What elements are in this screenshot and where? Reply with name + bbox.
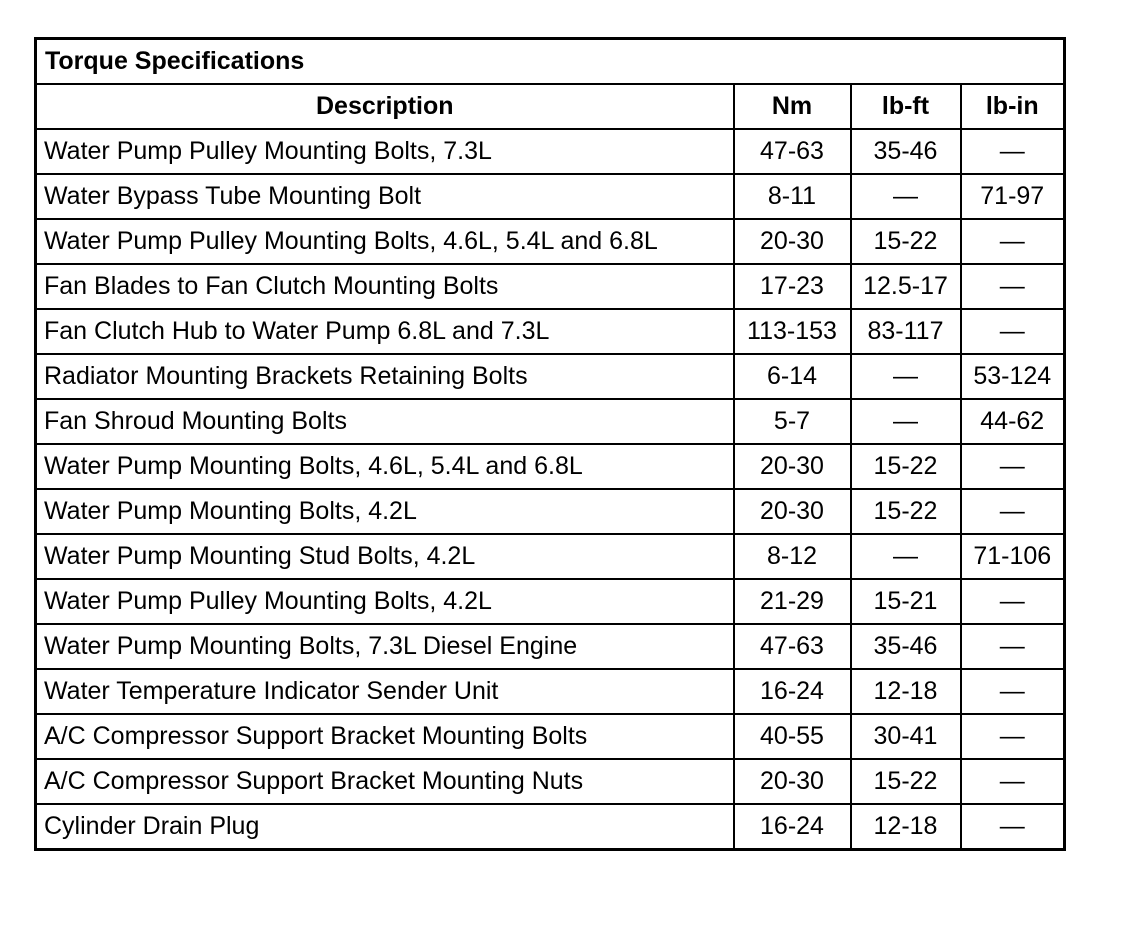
lb-in-cell: — — [961, 444, 1065, 489]
table-row — [36, 309, 1065, 354]
table-row — [36, 489, 1065, 534]
table-row — [36, 219, 1065, 264]
lb-ft-cell: — — [851, 354, 961, 399]
header-lb-ft: lb-ft — [851, 84, 961, 129]
lb-ft-cell: — — [851, 399, 961, 444]
table-row — [36, 264, 1065, 309]
lb-in-cell: 71-97 — [961, 174, 1065, 219]
lb-in-cell: 71-106 — [961, 534, 1065, 579]
lb-ft-cell: — — [851, 174, 961, 219]
nm-cell: 20-30 — [734, 219, 851, 264]
nm-cell: 47-63 — [734, 129, 851, 174]
nm-cell: 21-29 — [734, 579, 851, 624]
header-row — [36, 84, 1065, 129]
lb-ft-cell: 15-22 — [851, 444, 961, 489]
nm-cell: 20-30 — [734, 759, 851, 804]
table-row — [36, 714, 1065, 759]
nm-cell: 17-23 — [734, 264, 851, 309]
lb-ft-cell: 35-46 — [851, 129, 961, 174]
description-cell: Water Pump Mounting Stud Bolts, 4.2L — [36, 534, 734, 579]
nm-cell: 8-11 — [734, 174, 851, 219]
nm-cell: 47-63 — [734, 624, 851, 669]
nm-cell: 8-12 — [734, 534, 851, 579]
lb-ft-cell: 15-21 — [851, 579, 961, 624]
nm-cell: 6-14 — [734, 354, 851, 399]
description-cell: Water Pump Pulley Mounting Bolts, 4.6L, 5.4L and 6.8L — [36, 219, 734, 264]
nm-cell: 20-30 — [734, 444, 851, 489]
table-row — [36, 354, 1065, 399]
nm-cell: 113-153 — [734, 309, 851, 354]
lb-in-cell: — — [961, 804, 1065, 850]
lb-in-cell: — — [961, 714, 1065, 759]
lb-ft-cell: 15-22 — [851, 489, 961, 534]
description-cell: Water Pump Pulley Mounting Bolts, 7.3L — [36, 129, 734, 174]
lb-ft-cell: 15-22 — [851, 219, 961, 264]
description-cell: Cylinder Drain Plug — [36, 804, 734, 850]
lb-ft-cell: 12-18 — [851, 669, 961, 714]
table-row — [36, 399, 1065, 444]
table-title: Torque Specifications — [36, 39, 1065, 85]
lb-in-cell: — — [961, 264, 1065, 309]
lb-in-cell: 53-124 — [961, 354, 1065, 399]
description-cell: Water Pump Mounting Bolts, 7.3L Diesel Engine — [36, 624, 734, 669]
description-cell: Water Bypass Tube Mounting Bolt — [36, 174, 734, 219]
lb-in-cell: — — [961, 219, 1065, 264]
description-cell: Fan Blades to Fan Clutch Mounting Bolts — [36, 264, 734, 309]
lb-in-cell: 44-62 — [961, 399, 1065, 444]
table-row — [36, 624, 1065, 669]
table-row — [36, 129, 1065, 174]
nm-cell: 16-24 — [734, 669, 851, 714]
lb-in-cell: — — [961, 489, 1065, 534]
description-cell: Radiator Mounting Brackets Retaining Bolts — [36, 354, 734, 399]
torque-specifications-table — [34, 37, 1066, 851]
nm-cell: 40-55 — [734, 714, 851, 759]
description-cell: Fan Shroud Mounting Bolts — [36, 399, 734, 444]
header-lb-in: lb-in — [961, 84, 1065, 129]
lb-in-cell: — — [961, 309, 1065, 354]
description-cell: A/C Compressor Support Bracket Mounting Bolts — [36, 714, 734, 759]
lb-in-cell: — — [961, 669, 1065, 714]
header-nm: Nm — [734, 84, 851, 129]
nm-cell: 5-7 — [734, 399, 851, 444]
lb-in-cell: — — [961, 624, 1065, 669]
description-cell: Water Pump Mounting Bolts, 4.2L — [36, 489, 734, 534]
description-cell: Fan Clutch Hub to Water Pump 6.8L and 7.3L — [36, 309, 734, 354]
nm-cell: 20-30 — [734, 489, 851, 534]
lb-ft-cell: 83-117 — [851, 309, 961, 354]
nm-cell: 16-24 — [734, 804, 851, 850]
lb-ft-cell: — — [851, 534, 961, 579]
lb-ft-cell: 12-18 — [851, 804, 961, 850]
table-row — [36, 759, 1065, 804]
table-row — [36, 444, 1065, 489]
description-cell: A/C Compressor Support Bracket Mounting Nuts — [36, 759, 734, 804]
description-cell: Water Pump Mounting Bolts, 4.6L, 5.4L and 6.8L — [36, 444, 734, 489]
description-cell: Water Pump Pulley Mounting Bolts, 4.2L — [36, 579, 734, 624]
lb-in-cell: — — [961, 759, 1065, 804]
lb-in-cell: — — [961, 129, 1065, 174]
table-title-row — [36, 39, 1065, 85]
table-row — [36, 534, 1065, 579]
description-cell: Water Temperature Indicator Sender Unit — [36, 669, 734, 714]
lb-ft-cell: 15-22 — [851, 759, 961, 804]
table-row — [36, 579, 1065, 624]
lb-ft-cell: 35-46 — [851, 624, 961, 669]
table-row — [36, 669, 1065, 714]
header-description: Description — [36, 84, 734, 129]
lb-ft-cell: 12.5-17 — [851, 264, 961, 309]
lb-in-cell: — — [961, 579, 1065, 624]
lb-ft-cell: 30-41 — [851, 714, 961, 759]
table-row — [36, 174, 1065, 219]
table-row — [36, 804, 1065, 850]
